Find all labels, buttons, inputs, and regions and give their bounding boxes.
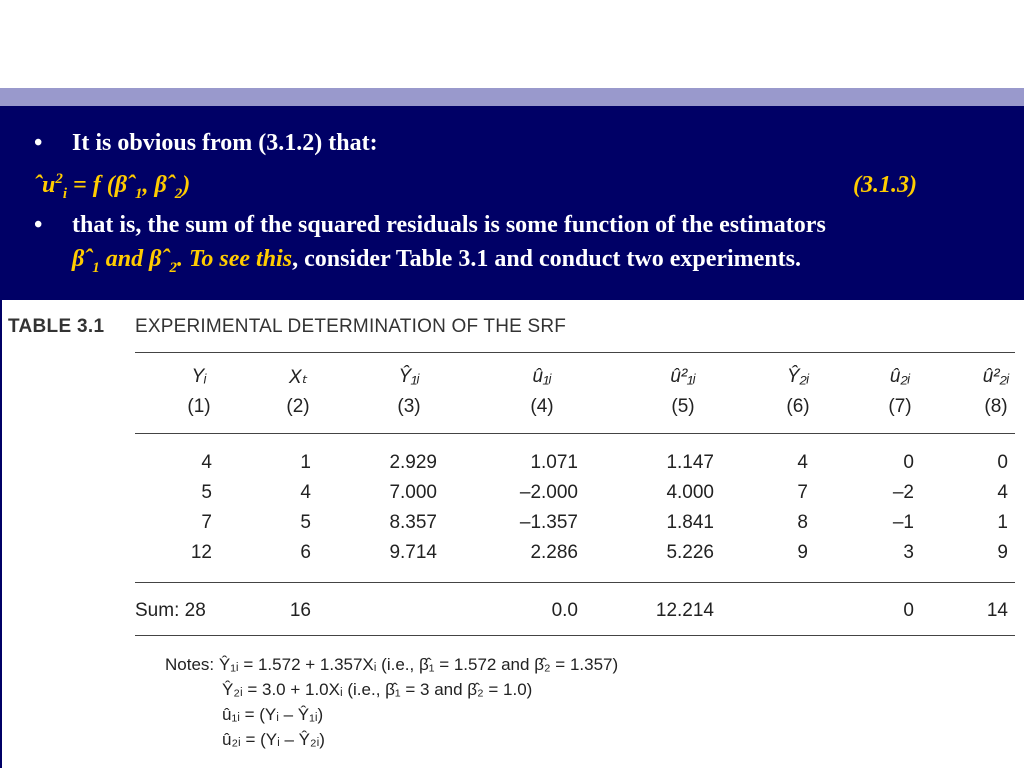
table-cell: 9 <box>797 542 808 563</box>
sum-cell: Sum: 28 <box>135 600 206 621</box>
rule-top <box>135 352 1015 353</box>
table-cell: –2 <box>892 482 914 503</box>
column-header: Yᵢ <box>191 366 207 387</box>
table-cell: 5 <box>201 482 212 503</box>
table-cell: 5 <box>300 512 311 533</box>
table-cell: 7 <box>797 482 808 503</box>
bullet-2-line-1: that is, the sum of the squared residuals is some function of the estimators <box>72 212 826 238</box>
table-cell: 9.714 <box>389 542 437 563</box>
table-cell: 1.841 <box>666 512 714 533</box>
column-header: Ŷ₂ᵢ <box>786 366 810 387</box>
table-cell: 4 <box>201 452 212 473</box>
column-number: (3) <box>397 396 421 417</box>
table-cell: 0 <box>997 452 1008 473</box>
column-header: û²₂ᵢ <box>982 366 1010 387</box>
table-cell: 8 <box>797 512 808 533</box>
table-cell: –1 <box>892 512 914 533</box>
column-number: (8) <box>984 396 1008 417</box>
rule-bottom <box>135 635 1015 636</box>
table-cell: 1.147 <box>666 452 714 473</box>
table-cell: 1.071 <box>530 452 578 473</box>
sum-cell: 12.214 <box>655 600 714 621</box>
table-cell: 9 <box>997 542 1008 563</box>
column-number: (2) <box>286 396 310 417</box>
sum-cell: 14 <box>986 600 1008 621</box>
column-number: (7) <box>888 396 912 417</box>
note-line: û₂ᵢ = (Yᵢ – Ŷ₂ᵢ) <box>222 730 325 749</box>
table-cell: 1 <box>997 512 1008 533</box>
column-header: û₂ᵢ <box>889 366 911 387</box>
bullet-marker: • <box>34 212 43 238</box>
note-line: Ŷ₂ᵢ = 3.0 + 1.0Xᵢ (i.e., β̂₁ = 3 and β̂₂ = 1.0) <box>222 680 533 699</box>
table-cell: 4 <box>797 452 808 473</box>
table-title: EXPERIMENTAL DETERMINATION OF THE SRF <box>135 316 567 337</box>
table-cell: –2.000 <box>519 482 578 503</box>
table-cell: 4.000 <box>666 482 714 503</box>
column-header: Xₜ <box>288 367 308 388</box>
table-3-1 <box>0 300 1024 768</box>
table-cell: 5.226 <box>666 542 714 563</box>
table-cell: 4 <box>300 482 311 503</box>
column-number: (5) <box>671 396 695 417</box>
bullet-1-text: It is obvious from (3.1.2) that: <box>72 130 378 156</box>
table-cell: 0 <box>903 452 914 473</box>
table-cell: –1.357 <box>519 512 578 533</box>
sum-cell: 0.0 <box>551 600 578 621</box>
top-accent-bar <box>0 88 1024 106</box>
sum-cell: 16 <box>289 600 311 621</box>
rule-sum <box>135 582 1015 583</box>
column-header: û²₁ᵢ <box>670 366 696 387</box>
rule-header <box>135 433 1015 434</box>
table-cell: 2.286 <box>530 542 578 563</box>
column-number: (1) <box>187 396 211 417</box>
table-cell: 8.357 <box>389 512 437 533</box>
table-cell: 3 <box>903 542 914 563</box>
note-line: Notes: Ŷ₁ᵢ = 1.572 + 1.357Xᵢ (i.e., β̂₁ = 1.572 and β̂₂ = 1.357) <box>165 655 619 674</box>
sum-cell: 0 <box>903 600 914 621</box>
column-number: (6) <box>786 396 810 417</box>
equation: ˆu$^2_i$ = f (βˆ$_1$, βˆ$_2$) <box>34 171 191 202</box>
column-header: Ŷ₁ᵢ <box>398 366 420 387</box>
table-cell: 1 <box>300 452 311 473</box>
bullet-2-line-2: βˆ$_1$ and βˆ$_2$. To see this, consider Table 3.1 and conduct two experiments. <box>72 246 801 276</box>
table-cell: 4 <box>997 482 1008 503</box>
table-cell: 7.000 <box>389 482 437 503</box>
text-panel <box>0 106 1024 300</box>
equation-number: (3.1.3) <box>853 172 917 198</box>
table-cell: 12 <box>190 542 212 563</box>
note-line: û₁ᵢ = (Yᵢ – Ŷ₁ᵢ) <box>222 705 324 724</box>
table-cell: 2.929 <box>389 452 437 473</box>
bullet-marker: • <box>34 130 43 156</box>
table-cell: 7 <box>201 512 212 533</box>
table-notes <box>165 652 618 752</box>
column-header: û₁ᵢ <box>532 366 552 387</box>
table-label: TABLE 3.1 <box>8 316 105 337</box>
table-cell: 6 <box>300 542 311 563</box>
column-number: (4) <box>530 396 554 417</box>
